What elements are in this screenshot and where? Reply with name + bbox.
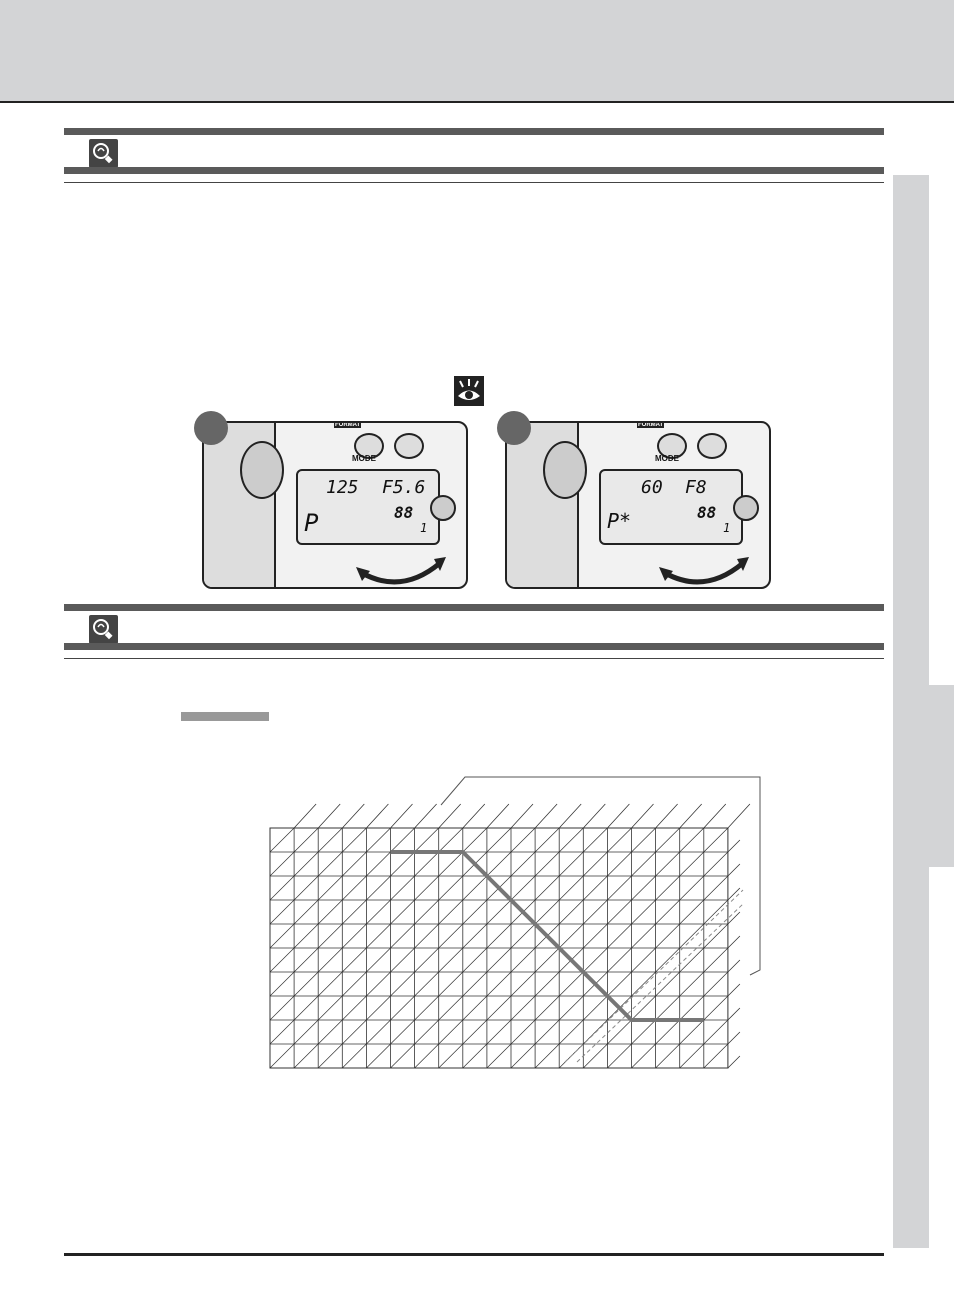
chart-ev-diagonal <box>535 1044 559 1068</box>
section-2-top-rule <box>64 604 884 611</box>
chart-ev-diagonal <box>535 948 559 972</box>
chart-ev-diagonal <box>583 852 607 876</box>
chart-ev-diagonal <box>415 828 439 852</box>
chart-ev-diagonal <box>342 900 366 924</box>
chart-ev-diagonal <box>463 876 487 900</box>
chart-ev-diagonal <box>607 900 631 924</box>
chart-ev-diagonal <box>656 1044 680 1068</box>
chart-ev-diagonal <box>487 1044 511 1068</box>
chart-ev-tick-right <box>728 840 740 852</box>
lcd-frames: 1 <box>420 521 428 535</box>
chart-ev-diagonal <box>366 924 390 948</box>
chart-ev-diagonal <box>415 876 439 900</box>
chart-ev-diagonal <box>270 1020 294 1044</box>
chart-ev-diagonal <box>342 948 366 972</box>
panel-badge-2 <box>497 411 531 445</box>
chart-ev-tick-top <box>342 804 364 828</box>
chart-ev-diagonal <box>607 1044 631 1068</box>
chart-ev-tick-top <box>487 804 509 828</box>
chart-ev-diagonal <box>656 852 680 876</box>
chart-ev-diagonal <box>463 1044 487 1068</box>
camera-panel-2 <box>505 421 771 589</box>
chart-ev-tick-right <box>728 888 740 900</box>
chart-ev-diagonal <box>583 876 607 900</box>
chart-ev-diagonal <box>607 948 631 972</box>
chart-ev-diagonal <box>366 1020 390 1044</box>
chart-ev-diagonal <box>559 876 583 900</box>
chart-ev-diagonal <box>535 1020 559 1044</box>
chart-ev-tick-top <box>463 804 485 828</box>
chart-ev-diagonal <box>511 996 535 1020</box>
chart-ev-diagonal <box>535 852 559 876</box>
chart-ev-diagonal <box>294 900 318 924</box>
lcd-panel <box>599 469 743 545</box>
chart-ev-tick-top <box>294 804 316 828</box>
exposure-program-label-bar <box>181 712 269 721</box>
chart-ev-diagonal <box>704 1020 728 1044</box>
chart-ev-diagonal <box>342 828 366 852</box>
chart-ev-diagonal <box>680 852 704 876</box>
section-2-bottom-rule <box>64 643 884 650</box>
chart-ev-diagonal <box>487 924 511 948</box>
lens-release-icon[interactable] <box>733 495 759 521</box>
chart-ev-tick-top <box>656 804 678 828</box>
chart-ev-tick-top <box>535 804 557 828</box>
chart-ev-diagonal <box>559 972 583 996</box>
chart-ev-diagonal <box>391 876 415 900</box>
chart-ev-diagonal <box>704 828 728 852</box>
chart-ev-diagonal <box>294 828 318 852</box>
chart-ev-tick-top <box>680 804 702 828</box>
chart-ev-diagonal <box>294 876 318 900</box>
chart-ev-diagonal <box>632 924 656 948</box>
lcd-aperture: F5.6 <box>382 477 426 498</box>
chart-ev-diagonal <box>632 1044 656 1068</box>
lcd-counter: 88 <box>394 503 414 522</box>
chart-ev-tick-top <box>583 804 605 828</box>
chart-ev-diagonal <box>294 924 318 948</box>
chart-ev-diagonal <box>704 876 728 900</box>
chart-ev-diagonal <box>439 924 463 948</box>
chart-ev-tick-top <box>632 804 654 828</box>
chart-ev-diagonal <box>583 1044 607 1068</box>
chart-ev-diagonal <box>366 1044 390 1068</box>
chart-ev-diagonal <box>366 996 390 1020</box>
chart-ev-tick-top <box>415 804 437 828</box>
eye-icon <box>454 376 484 406</box>
chart-ev-diagonal <box>680 972 704 996</box>
panel-badge-1 <box>194 411 228 445</box>
chart-ev-diagonal <box>704 900 728 924</box>
chart-ev-diagonal <box>415 996 439 1020</box>
chart-ev-diagonal <box>318 948 342 972</box>
chart-ev-diagonal <box>270 996 294 1020</box>
chart-ev-diagonal <box>391 972 415 996</box>
chart-ev-diagonal <box>656 924 680 948</box>
mode-dial-icon[interactable] <box>240 441 284 499</box>
chart-ev-diagonal <box>294 996 318 1020</box>
chart-ev-diagonal <box>583 900 607 924</box>
chart-ev-tick-top <box>366 804 388 828</box>
chart-ev-diagonal <box>294 1020 318 1044</box>
chart-ev-diagonal <box>656 876 680 900</box>
lcd-exposure-mode: P* <box>607 509 632 533</box>
chart-ev-diagonal <box>704 948 728 972</box>
chart-ev-diagonal <box>487 828 511 852</box>
side-tab-active[interactable] <box>893 685 954 867</box>
chart-ev-diagonal <box>439 948 463 972</box>
chart-ev-diagonal <box>559 900 583 924</box>
chart-ev-diagonal <box>704 972 728 996</box>
chart-ev-diagonal <box>535 996 559 1020</box>
chart-ev-diagonal <box>391 900 415 924</box>
chart-ev-diagonal <box>439 1020 463 1044</box>
chart-ev-tick-right <box>728 984 740 996</box>
chart-ev-diagonal <box>559 828 583 852</box>
chart-ev-diagonal <box>415 948 439 972</box>
chart-ev-diagonal <box>439 996 463 1020</box>
chart-ev-diagonal <box>270 1044 294 1068</box>
chart-ev-diagonal <box>511 876 535 900</box>
lcd-aperture: F8 <box>685 477 707 498</box>
chart-ev-diagonal <box>439 828 463 852</box>
chart-ev-tick-top <box>439 804 461 828</box>
chart-ev-diagonal <box>318 996 342 1020</box>
chart-ev-diagonal <box>607 876 631 900</box>
chart-ev-diagonal <box>294 972 318 996</box>
chart-ev-diagonal <box>391 1044 415 1068</box>
chart-ev-diagonal <box>535 900 559 924</box>
chart-ev-diagonal <box>270 828 294 852</box>
chart-ev-diagonal <box>632 1020 656 1044</box>
chart-ev-diagonal <box>391 828 415 852</box>
chart-ev-diagonal <box>439 876 463 900</box>
chart-ev-diagonal <box>632 948 656 972</box>
chart-ev-diagonal <box>391 1020 415 1044</box>
chart-ev-diagonal <box>294 1044 318 1068</box>
mode-button-label: MODE <box>352 454 376 463</box>
chart-ev-diagonal <box>607 972 631 996</box>
page-footer-rule <box>64 1253 884 1256</box>
chart-ev-tick-right <box>728 912 740 924</box>
chart-ev-diagonal <box>535 828 559 852</box>
chart-ev-diagonal <box>366 828 390 852</box>
chart-ev-tick-right <box>728 1008 740 1020</box>
chart-ev-diagonal <box>342 996 366 1020</box>
side-tab-bottom <box>893 867 929 1248</box>
chart-ev-diagonal <box>415 1044 439 1068</box>
chart-ev-diagonal <box>487 900 511 924</box>
chart-ev-diagonal <box>559 996 583 1020</box>
chart-ev-diagonal <box>463 996 487 1020</box>
format-label: FORMAT <box>335 422 361 428</box>
lcd-frames: 1 <box>723 521 731 535</box>
chart-ev-diagonal <box>415 924 439 948</box>
chart-ev-diagonal <box>487 972 511 996</box>
page-header-band <box>0 0 954 103</box>
chart-ev-tick-right <box>728 936 740 948</box>
chart-ev-diagonal <box>632 828 656 852</box>
chart-ev-diagonal <box>342 852 366 876</box>
chart-ev-diagonal <box>318 852 342 876</box>
chart-ev-diagonal <box>607 924 631 948</box>
chart-ev-diagonal <box>632 996 656 1020</box>
curved-arrow-icon <box>356 555 446 585</box>
exposure-comp-button[interactable] <box>394 433 424 459</box>
lightbulb-icon <box>89 615 118 644</box>
chart-ev-diagonal <box>415 972 439 996</box>
chart-ev-diagonal <box>511 1044 535 1068</box>
chart-ev-tick-top <box>704 804 726 828</box>
chart-ev-diagonal <box>704 924 728 948</box>
chart-ev-diagonal <box>318 924 342 948</box>
chart-ev-diagonal <box>294 852 318 876</box>
chart-ev-tick-top <box>559 804 581 828</box>
section-2-hairline <box>64 658 884 659</box>
chart-ev-diagonal <box>366 972 390 996</box>
chart-ev-diagonal <box>294 948 318 972</box>
chart-ev-diagonal <box>415 1020 439 1044</box>
chart-ev-diagonal <box>680 948 704 972</box>
chart-ev-diagonal <box>463 948 487 972</box>
chart-ev-tick-right <box>728 960 740 972</box>
lcd-shutter-speed: 60 <box>641 477 663 498</box>
chart-ev-diagonal <box>342 876 366 900</box>
chart-ev-diagonal <box>607 828 631 852</box>
chart-ev-diagonal <box>318 972 342 996</box>
chart-dashed-line <box>577 904 743 1062</box>
chart-ev-diagonal <box>270 900 294 924</box>
chart-ev-tick-right <box>728 1032 740 1044</box>
curved-arrow-icon <box>659 555 749 585</box>
chart-ev-diagonal <box>487 948 511 972</box>
chart-ev-diagonal <box>270 876 294 900</box>
chart-ev-diagonal <box>535 972 559 996</box>
chart-ev-diagonal <box>342 1044 366 1068</box>
lcd-counter: 88 <box>697 503 717 522</box>
chart-ev-diagonal <box>511 852 535 876</box>
chart-ev-diagonal <box>535 876 559 900</box>
chart-ev-diagonal <box>680 900 704 924</box>
chart-ev-diagonal <box>270 972 294 996</box>
chart-ev-diagonal <box>632 876 656 900</box>
chart-ev-diagonal <box>415 900 439 924</box>
chart-ev-diagonal <box>366 900 390 924</box>
chart-ev-diagonal <box>656 948 680 972</box>
chart-ev-diagonal <box>656 828 680 852</box>
chart-ev-diagonal <box>391 948 415 972</box>
chart-ev-diagonal <box>391 924 415 948</box>
chart-ev-diagonal <box>656 1020 680 1044</box>
chart-ev-diagonal <box>511 972 535 996</box>
chart-ev-diagonal <box>704 1044 728 1068</box>
chart-ev-diagonal <box>559 1020 583 1044</box>
chart-ev-diagonal <box>487 1020 511 1044</box>
chart-ev-tick-top <box>318 804 340 828</box>
chart-ev-diagonal <box>463 828 487 852</box>
chart-ev-diagonal <box>583 924 607 948</box>
lcd-panel <box>296 469 440 545</box>
chart-ev-diagonal <box>318 1020 342 1044</box>
program-chart <box>255 770 775 1080</box>
chart-ev-diagonal <box>463 972 487 996</box>
chart-ev-tick-top <box>607 804 629 828</box>
section-1-bottom-rule <box>64 167 884 174</box>
chart-ev-diagonal <box>632 852 656 876</box>
chart-ev-diagonal <box>704 996 728 1020</box>
section-1-top-rule <box>64 128 884 135</box>
chart-ev-diagonal <box>680 1020 704 1044</box>
chart-ev-diagonal <box>680 1044 704 1068</box>
chart-ev-diagonal <box>511 948 535 972</box>
format-label: FORMAT <box>638 422 664 428</box>
chart-ev-diagonal <box>318 828 342 852</box>
chart-ev-diagonal <box>632 972 656 996</box>
chart-ev-diagonal <box>391 852 415 876</box>
chart-ev-diagonal <box>439 972 463 996</box>
chart-ev-diagonal <box>342 972 366 996</box>
lens-release-icon[interactable] <box>430 495 456 521</box>
chart-ev-diagonal <box>318 876 342 900</box>
chart-ev-tick-top <box>391 804 413 828</box>
chart-ev-diagonal <box>680 828 704 852</box>
chart-ev-diagonal <box>342 1020 366 1044</box>
chart-ev-diagonal <box>583 828 607 852</box>
chart-ev-diagonal <box>511 828 535 852</box>
chart-ev-diagonal <box>318 900 342 924</box>
chart-ev-diagonal <box>391 996 415 1020</box>
chart-ev-diagonal <box>487 852 511 876</box>
chart-ev-diagonal <box>270 948 294 972</box>
chart-ev-tick-right <box>728 1056 740 1068</box>
chart-ev-diagonal <box>342 924 366 948</box>
chart-ev-diagonal <box>439 1044 463 1068</box>
chart-ev-diagonal <box>270 924 294 948</box>
chart-ev-diagonal <box>583 948 607 972</box>
chart-ev-diagonal <box>511 1020 535 1044</box>
chart-ev-diagonal <box>680 876 704 900</box>
chart-ev-diagonal <box>366 876 390 900</box>
chart-ev-diagonal <box>607 1020 631 1044</box>
chart-ev-diagonal <box>439 852 463 876</box>
chart-ev-diagonal <box>415 852 439 876</box>
exposure-comp-button[interactable] <box>697 433 727 459</box>
chart-ev-diagonal <box>656 900 680 924</box>
chart-ev-diagonal <box>559 852 583 876</box>
chart-ev-diagonal <box>366 948 390 972</box>
chart-ev-diagonal <box>583 996 607 1020</box>
chart-ev-diagonal <box>559 924 583 948</box>
chart-ev-tick-top <box>728 804 750 828</box>
chart-ev-tick-top <box>511 804 533 828</box>
chart-ev-diagonal <box>680 996 704 1020</box>
chart-ev-diagonal <box>607 852 631 876</box>
chart-ev-diagonal <box>463 900 487 924</box>
chart-ev-diagonal <box>439 900 463 924</box>
chart-ev-diagonal <box>487 996 511 1020</box>
lcd-shutter-speed: 125 <box>326 477 359 498</box>
lightbulb-icon <box>89 139 118 168</box>
chart-ev-diagonal <box>463 1020 487 1044</box>
chart-ev-diagonal <box>632 900 656 924</box>
section-1-hairline <box>64 182 884 183</box>
chart-ev-diagonal <box>270 852 294 876</box>
chart-ev-diagonal <box>366 852 390 876</box>
chart-ev-diagonal <box>318 1044 342 1068</box>
chart-ev-diagonal <box>704 852 728 876</box>
side-tab-top <box>893 175 929 685</box>
chart-ev-diagonal <box>511 924 535 948</box>
mode-button-label: MODE <box>655 454 679 463</box>
lcd-exposure-mode: P <box>304 509 319 537</box>
camera-panel-1 <box>202 421 468 589</box>
chart-ev-diagonal <box>656 996 680 1020</box>
mode-dial-icon[interactable] <box>543 441 587 499</box>
chart-ev-diagonal <box>463 924 487 948</box>
chart-ev-tick-right <box>728 864 740 876</box>
